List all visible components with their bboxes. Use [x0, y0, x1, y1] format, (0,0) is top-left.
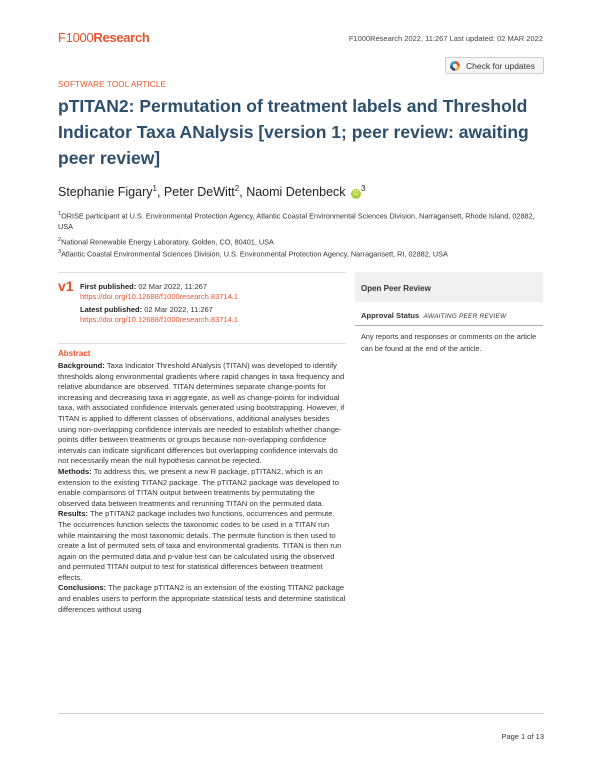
- author-affiliation-marker: 2: [234, 184, 240, 193]
- affiliation-marker: 1: [58, 211, 62, 217]
- author-affiliation-marker: 1: [152, 184, 157, 193]
- check-updates-label: Check for updates: [466, 60, 535, 71]
- check-updates-icon: [449, 60, 461, 72]
- article-title: pTITAN2: Permutation of treatment labels and Threshold Indicator Taxa ANalysis [version 1; peer review: awaiting peer review]: [58, 96, 529, 168]
- peer-review-note: Any reports and responses or comments on the article can be found at the end of the article.: [361, 332, 537, 353]
- background-text: Taxa Indicator Threshold ANalysis (TITAN) was developed to identify thresholds along environmental gradients where rapid changes in taxa frequency and relative abundance are observed. TITAN determines separate change-points for increasing and decreasing taxa in aggregate, as well as change-points for individual taxa, with associated confidence intervals generated using bootstrapping. However, if TITAN is applied to different classes of observations, additional analyses besides using non-overlapping confidence intervals are needed to establish whether change-points differ between treatments or groups because non-overlapping confidence intervals can indicate significant differences but overlapping confidence intervals do not necessarily mean the null hypothesis cannot be rejected.: [58, 361, 345, 466]
- abstract-background: [58, 361, 346, 467]
- affiliation-marker: 3: [58, 249, 62, 255]
- section-divider: [58, 343, 346, 344]
- latest-published-label: Latest published:: [80, 305, 143, 314]
- approval-value: AWAITING PEER REVIEW: [423, 313, 507, 320]
- article-type: SOFTWARE TOOL ARTICLE: [58, 80, 167, 89]
- affiliation-marker: 2: [58, 237, 62, 243]
- background-label: Background:: [58, 361, 105, 370]
- approval-status: [361, 311, 506, 320]
- conclusions-text: The package pTITAN2 is an extension of the existing TITAN2 package and enables users to perform the appropriate statistical tests and determine statistical differences without using: [58, 583, 346, 614]
- latest-published: [80, 305, 238, 325]
- affiliation-item: [58, 209, 548, 232]
- author-affiliation-marker: 3: [361, 184, 366, 193]
- check-updates-button[interactable]: [445, 57, 544, 74]
- abstract-body: [58, 361, 346, 615]
- author-name[interactable]: Peter DeWitt: [163, 185, 235, 200]
- affiliation-item: [58, 235, 548, 247]
- abstract-heading: Abstract: [58, 349, 91, 358]
- section-divider: [58, 272, 346, 273]
- conclusions-label: Conclusions:: [58, 583, 107, 593]
- author-name[interactable]: Stephanie Figary: [58, 185, 153, 200]
- results-text: The pTITAN2 package includes two functions, occurrences and permute. The occurrences function selects the taxonomic codes to be used in a TITAN run while maintaining the most taxonomic details. The permute function is then used to create a list of permuted sets of taxa and environmental gradients. TITAN is then run again on the permuted data and p-value test can be calculated using the observed and permuted TITAN output to test for statistical differences between treatment effects.: [58, 509, 342, 582]
- citation-line: F1000Research 2022, 11:267 Last updated: 02 MAR 2022: [348, 34, 543, 43]
- abstract-methods: [58, 467, 346, 509]
- abstract-results: [58, 509, 346, 583]
- orcid-icon[interactable]: iD: [351, 189, 361, 199]
- first-published-value: 02 Mar 2022, 11:267: [138, 282, 208, 291]
- methods-label: Methods:: [58, 466, 92, 476]
- affiliation-text: National Renewable Energy Laboratory, Golden, CO, 80401, USA: [61, 237, 274, 247]
- results-label: Results:: [58, 509, 88, 519]
- peer-review-title: Open Peer Review: [361, 284, 431, 293]
- latest-published-value: 02 Mar 2022, 11:267: [144, 305, 213, 314]
- page-number: Page 1 of 13: [501, 732, 544, 741]
- footer-divider: [58, 713, 544, 714]
- logo-suffix: Research: [93, 30, 150, 45]
- affiliation-text: Atlantic Coastal Environmental Sciences Division, U.S. Environmental Protection Agency, Narragansett, RI, 02882, USA: [61, 249, 448, 259]
- affiliation-text: ORISE participant at U.S. Environmental Protection Agency, Atlantic Coastal Environmental Sciences Division, Narragansett, Rhode Island, 02882, USA: [58, 211, 535, 232]
- first-published-label: First published:: [80, 282, 137, 291]
- abstract-conclusions: [58, 583, 346, 615]
- author-list: Stephanie Figary$^1$, Peter DeWitt$^2$, Naomi Detenbeck $iD^3$: [58, 184, 366, 200]
- approval-label: Approval Status: [361, 311, 420, 320]
- methods-text: To address this, we present a new R package, pTITAN2, which is an extension to the existing TITAN2 package. The pTITAN2 package was developed to enable comparisons of TITAN output between treatments by permutating the observed data between treatments and rerunning TITAN on the permuted data.: [58, 466, 339, 508]
- journal-logo[interactable]: [58, 30, 150, 45]
- version-label: v1: [58, 278, 74, 294]
- latest-doi-link[interactable]: https://doi.org/10.12688/f1000research.83714.1: [80, 315, 239, 324]
- first-doi-link[interactable]: https://doi.org/10.12688/f1000research.83714.1: [80, 292, 239, 301]
- approval-divider: [355, 325, 543, 326]
- affiliation-item: [58, 247, 548, 259]
- first-published: [80, 282, 238, 302]
- author-name[interactable]: Naomi Detenbeck: [246, 185, 346, 200]
- logo-prefix: F1000: [58, 30, 94, 45]
